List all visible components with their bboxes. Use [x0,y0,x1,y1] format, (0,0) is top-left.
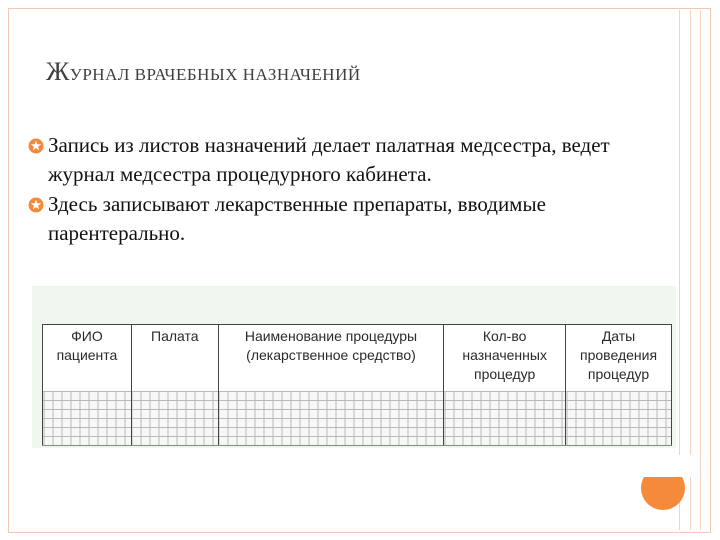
title-first-letter: Ж [46,57,70,86]
slide-title [46,57,361,87]
star-bullet-icon [28,197,44,213]
bullet-text: Здесь записывают лекарственные препараты, вводимые парентерально. [48,192,546,245]
column-header: Кол-во назначенных процедур [444,325,566,392]
grid-cell [43,391,132,446]
column-header: ФИО пациента [43,325,132,392]
frame-line [690,10,691,530]
column-header: Даты проведения процедур [566,325,672,392]
bullet-text: Запись из листов назначений делает палатная медсестра, ведет журнал медсестра процедурного кабинета. [48,133,610,186]
bullet-item [28,190,628,248]
grid-cell [131,391,218,446]
grid-cell [218,391,443,446]
column-header: Наименование процедуры (лекарственное средство) [218,325,443,392]
bullet-item [28,131,628,189]
column-header: Палата [131,325,218,392]
title-rest: УРНАЛ ВРАЧЕБНЫХ НАЗНАЧЕНИЙ [69,65,361,84]
decoration-cut [636,455,692,477]
frame-line [679,10,680,530]
journal-table [42,324,672,446]
grid-cell [566,391,672,446]
table-row [43,391,672,446]
journal-header-row [43,325,672,392]
frame-line [700,10,701,530]
star-bullet-icon [28,138,44,154]
bullet-list [28,131,628,248]
grid-cell [444,391,566,446]
